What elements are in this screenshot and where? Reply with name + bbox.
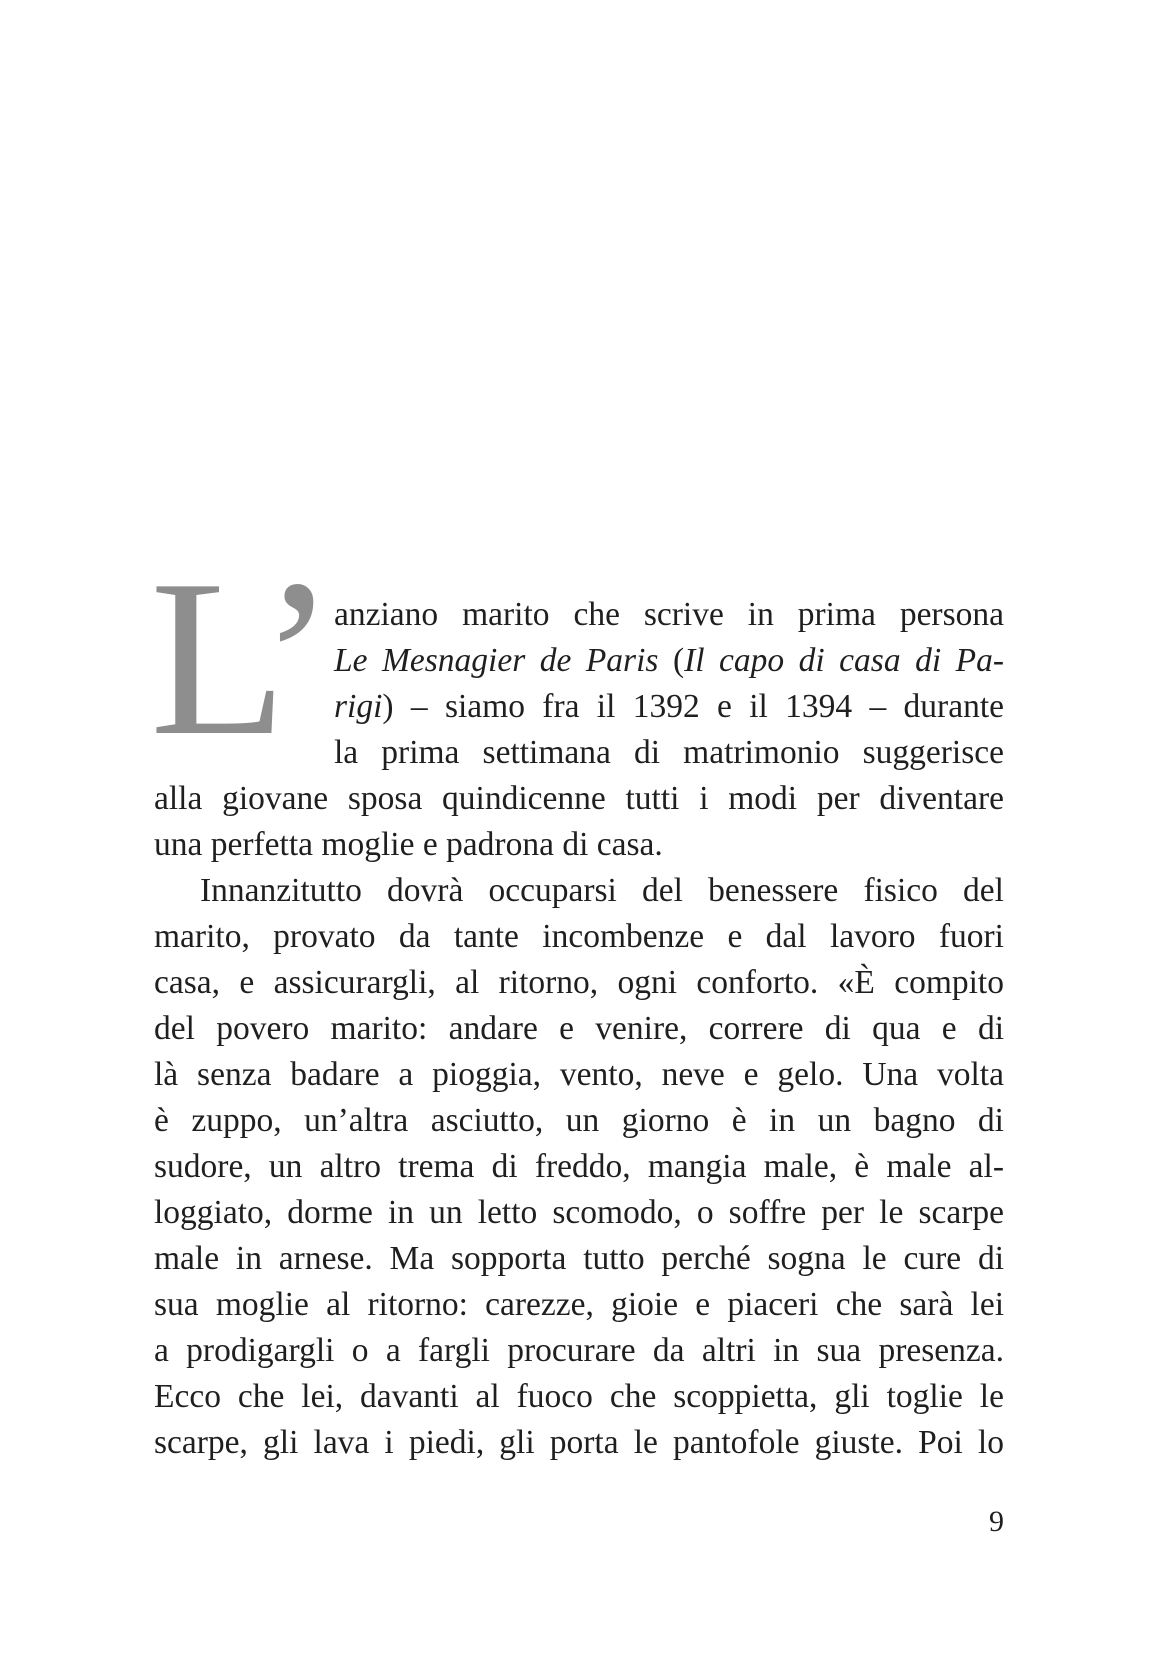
text-segment: sudore, un altro trema di freddo, mangia male, è male al- [154, 1148, 1004, 1185]
text-segment: anziano marito che scrive in prima persona [334, 596, 1004, 633]
body-text [154, 592, 1004, 1466]
text-line [154, 1282, 1004, 1328]
text-segment: sua moglie al ritorno: carezze, gioie e piaceri che sarà lei [154, 1286, 1004, 1323]
text-line [334, 684, 1004, 730]
text-line [154, 1374, 1004, 1420]
text-line [154, 1190, 1004, 1236]
text-segment: una perfetta moglie e padrona di casa. [154, 826, 663, 863]
text-line [154, 914, 1004, 960]
text-line [334, 730, 1004, 776]
text-segment: Ecco che lei, davanti al fuoco che scoppietta, gli toglie le [154, 1378, 1004, 1415]
text-line [154, 776, 1004, 822]
text-segment: ) – siamo fra il 1392 e il 1394 – durante [382, 688, 1004, 725]
text-segment: ( [658, 642, 685, 679]
italic-text: Le Mesnagier de Paris [334, 642, 659, 679]
text-line [154, 1328, 1004, 1374]
text-segment: a prodigargli o a fargli procurare da altri in sua presenza. [154, 1332, 1004, 1369]
text-segment: scarpe, gli lava i piedi, gli porta le pantofole giuste. Poi lo [154, 1424, 1004, 1461]
text-segment: loggiato, dorme in un letto scomodo, o soffre per le scarpe [154, 1194, 1004, 1231]
text-line [154, 1052, 1004, 1098]
text-segment: male in arnese. Ma sopporta tutto perché sogna le cure di [154, 1240, 1004, 1277]
italic-text: rigi [334, 688, 383, 725]
text-segment: è zuppo, un’altra asciutto, un giorno è in un bagno di [154, 1102, 1004, 1139]
text-line [154, 960, 1004, 1006]
drop-cap: L’ [150, 534, 329, 782]
text-segment: alla giovane sposa quindicenne tutti i modi per diventare [154, 780, 1004, 817]
text-segment: marito, provato da tante incombenze e dal lavoro fuori [154, 918, 1004, 955]
text-line [154, 1006, 1004, 1052]
text-line [334, 592, 1004, 638]
text-line [154, 1420, 1004, 1466]
text-line [154, 822, 1004, 868]
text-segment: là senza badare a pioggia, vento, neve e gelo. Una volta [154, 1056, 1004, 1093]
text-segment: del povero marito: andare e venire, correre di qua e di [154, 1010, 1004, 1047]
text-line [154, 1236, 1004, 1282]
text-segment: casa, e assicurargli, al ritorno, ogni conforto. «È compito [154, 964, 1004, 1001]
text-segment: la prima settimana di matrimonio suggerisce [334, 734, 1004, 771]
italic-text: Il capo di casa di Pa- [684, 642, 1004, 679]
text-line [154, 1098, 1004, 1144]
text-line [154, 1144, 1004, 1190]
page-number: 9 [989, 1505, 1004, 1538]
text-line [334, 638, 1004, 684]
text-segment: Innanzitutto dovrà occuparsi del benessere fisico del [200, 872, 1004, 909]
text-line [154, 868, 1004, 914]
